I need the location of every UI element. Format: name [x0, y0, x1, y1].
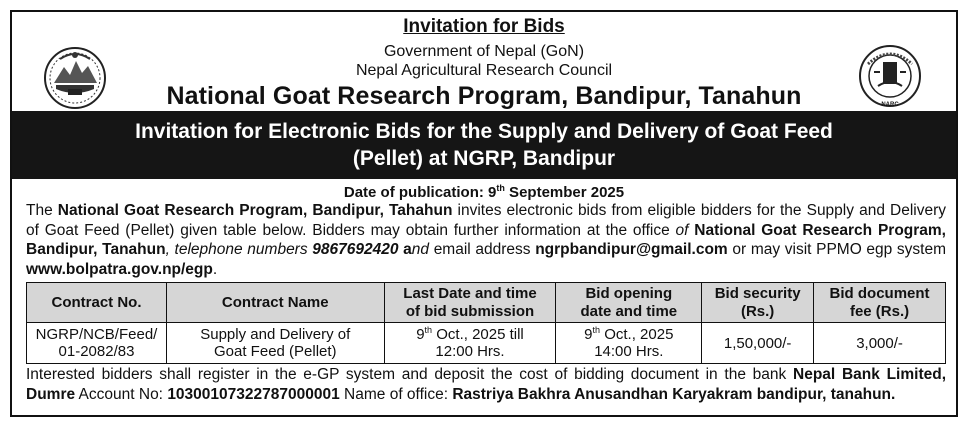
cell-contract-name: Supply and Delivery of Goat Feed (Pellet)	[166, 323, 384, 364]
office-name: Rastriya Bakhra Anusandhan Karyakram bandipur, tanahun.	[452, 385, 896, 403]
invitation-paragraph: The National Goat Research Program, Bandipur, Tahahun invites electronic bids from eligible bidders for the Supply and Delivery of Goat Feed (Pellet) given table below. Bidders may obtain further information at the office of National Goat Research Program, Bandipur, Tanahun, telephone numbers 9867692420 and email address ngrpbandipur@gmail.com or may visit PPMO egp system www.bolpatra.gov.np/egp.	[26, 202, 947, 278]
table-row	[27, 323, 946, 364]
registration-paragraph: Interested bidders shall register in the e-GP system and deposit the cost of bidding document in the bank Nepal Bank Limited, Dumre Account No: 10300107322787000001 Name of office: Rastriya Bakhra Anusandhan Karyakram bandipur, tanahun.	[26, 366, 946, 403]
government-name: Government of Nepal (GoN)	[383, 43, 585, 60]
header-contract-name: Contract Name	[166, 283, 384, 323]
header-document-fee: Bid document fee (Rs.)	[814, 283, 946, 323]
bid-details-table	[26, 282, 946, 364]
header-bid-opening: Bid opening date and time	[556, 283, 702, 323]
organization-name-2: National Goat Research Program, Bandipur, Tanahun	[26, 221, 946, 258]
cell-document-fee: 3,000/-	[814, 323, 946, 364]
email-address[interactable]: ngrpbandipur@gmail.com	[535, 241, 728, 258]
notice-frame	[10, 10, 958, 417]
notice-header	[12, 12, 956, 110]
header-last-date: Last Date and time of bid submission	[384, 283, 556, 323]
phone-number: 9867692420	[312, 241, 399, 258]
organization-name: National Goat Research Program, Bandipur, Tahahun	[57, 202, 453, 219]
website-link[interactable]: www.bolpatra.gov.np/egp	[26, 260, 213, 278]
header-bid-security: Bid security (Rs.)	[702, 283, 814, 323]
program-name: National Goat Research Program, Bandipur, Tanahun	[166, 82, 802, 110]
narc-logo-text: NARC	[881, 102, 899, 108]
narc-logo-icon	[854, 42, 926, 114]
banner-line-1: Invitation for Electronic Bids for the Supply and Delivery of Goat Feed	[135, 120, 833, 143]
publication-date: Date of publication: 9th September 2025	[343, 183, 625, 201]
cell-contract-no: NGRP/NCB/Feed/ 01-2082/83	[27, 323, 167, 364]
title-banner	[12, 111, 956, 179]
header-contract-no: Contract No.	[27, 283, 167, 323]
cell-last-date: 9th Oct., 2025 till 12:00 Hrs.	[384, 323, 556, 364]
notice-title: Invitation for Bids	[403, 16, 565, 37]
bank-name: Nepal Bank Limited, Dumre	[26, 366, 946, 403]
cell-bid-opening: 9th Oct., 2025 14:00 Hrs.	[556, 323, 702, 364]
cell-bid-security: 1,50,000/-	[702, 323, 814, 364]
table-header-row	[27, 283, 946, 323]
account-number: 10300107322787000001	[167, 385, 340, 403]
council-name: Nepal Agricultural Research Council	[355, 62, 613, 79]
banner-line-2: (Pellet) at NGRP, Bandipur	[352, 147, 616, 170]
